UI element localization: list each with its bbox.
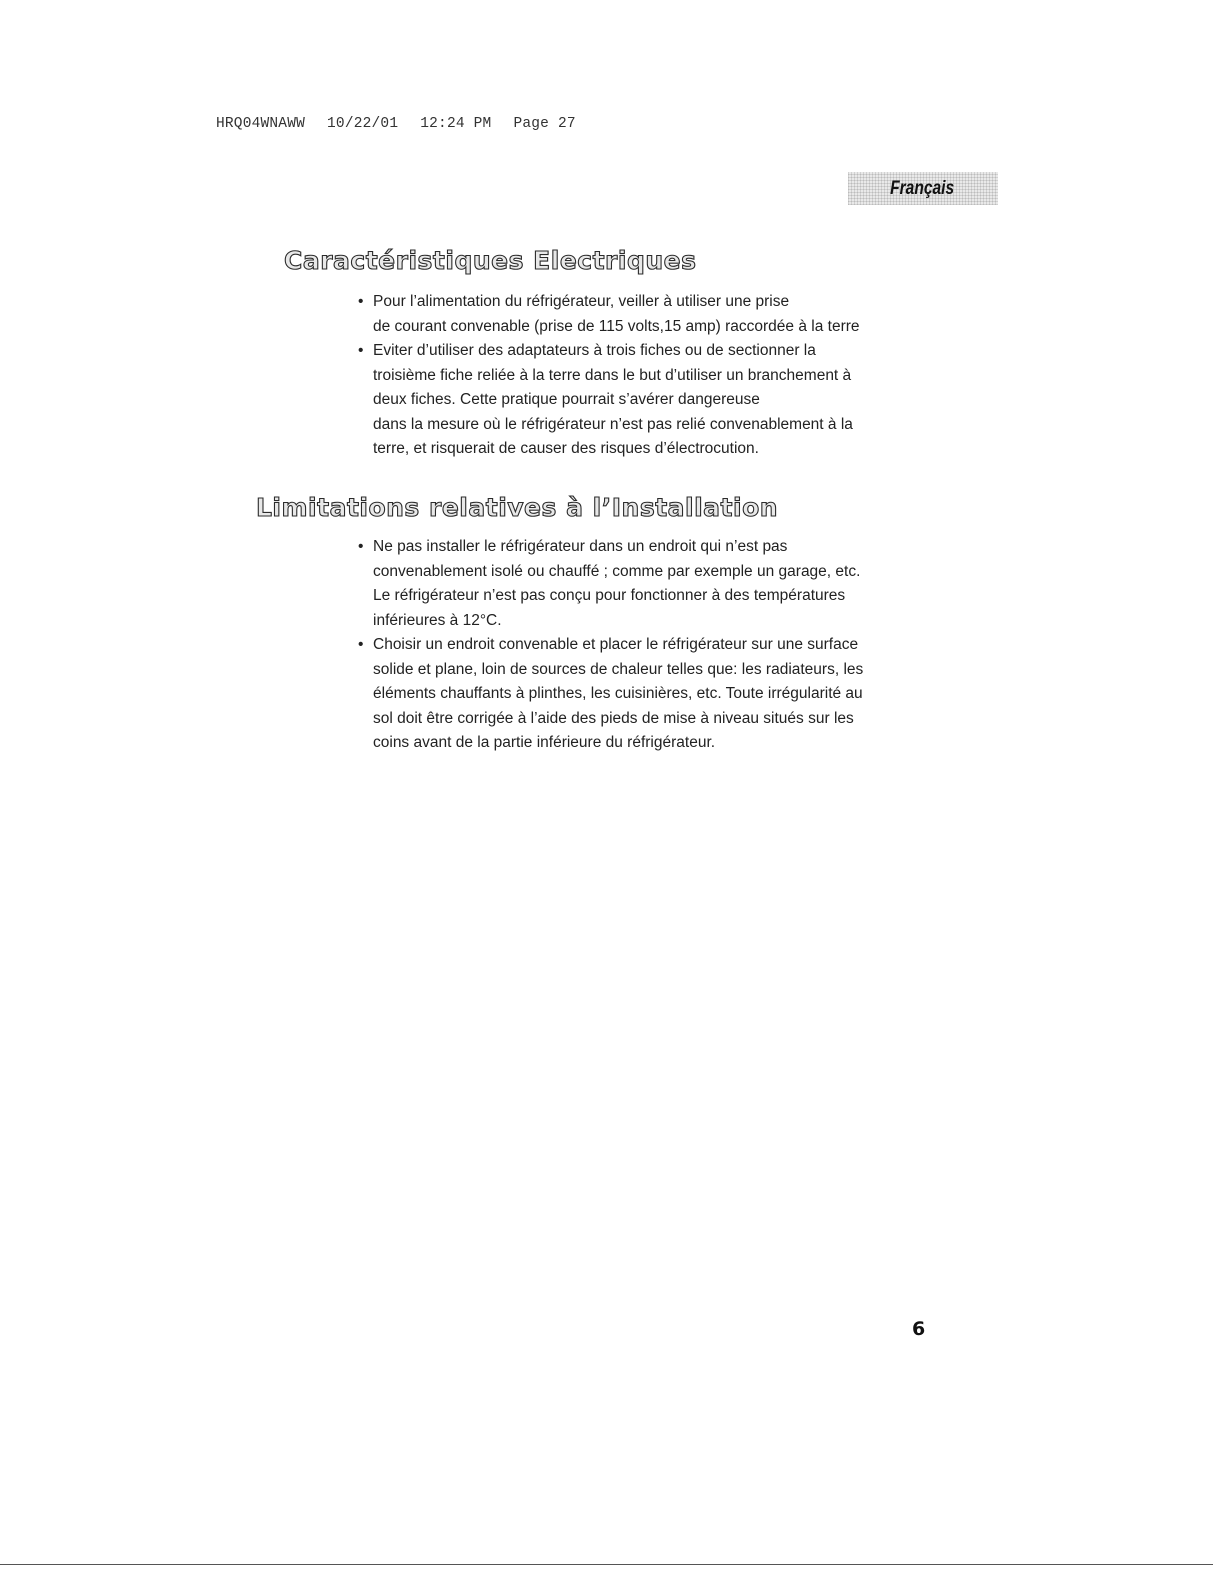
bullet-line: de courant convenable (prise de 115 volts,15 amp) raccordée à la terre	[373, 317, 860, 335]
bullet-line: convenablement isolé ou chauffé ; comme par exemple un garage, etc.	[373, 562, 861, 580]
bullet-line: deux fiches. Cette pratique pourrait s’avérer dangereuse	[373, 391, 760, 408]
bullet-line: coins avant de la partie inférieure du réfrigérateur.	[373, 734, 716, 751]
bullet-line: Pour l’alimentation du réfrigérateur, veiller à utiliser une prise	[373, 293, 790, 310]
installation-bullet-list	[356, 535, 936, 756]
header-model: HRQ04WNAWW	[216, 116, 306, 132]
bullet-line: inférieures à 12°C.	[373, 611, 502, 629]
bullet-line: troisième fiche reliée à la terre dans le but d’utiliser un branchement à	[373, 366, 852, 384]
language-tab	[848, 172, 998, 205]
bullet-line: Ne pas installer le réfrigérateur dans un endroit qui n’est pas	[373, 538, 788, 555]
header-time: 12:24 PM	[420, 116, 492, 132]
bullet-line: dans la mesure où le réfrigérateur n’est pas relié convenablement à la	[373, 415, 853, 433]
bullet-dot-icon: •	[358, 293, 364, 310]
print-header	[216, 116, 598, 132]
bullet-line: Choisir un endroit convenable et placer le réfrigérateur sur une surface	[373, 636, 859, 653]
language-tab-label: Français	[889, 177, 954, 199]
section-title-installation: Limitations relatives à l’Installation	[256, 493, 779, 522]
bullet-item	[356, 535, 936, 633]
bullet-item	[356, 633, 936, 756]
electrical-bullet-list	[356, 290, 936, 462]
bullet-dot-icon: •	[358, 538, 364, 555]
page-number: 6	[912, 1318, 926, 1340]
bullet-line: Eviter d’utiliser des adaptateurs à trois fiches ou de sectionner la	[373, 342, 816, 359]
bottom-divider	[0, 1564, 1213, 1565]
bullet-item	[356, 339, 936, 462]
bullet-item	[356, 290, 936, 339]
bullet-line: Le réfrigérateur n’est pas conçu pour fonctionner à des températures	[373, 587, 846, 604]
bullet-line: sol doit être corrigée à l’aide des pieds de mise à niveau situés sur les	[373, 709, 854, 727]
header-date: 10/22/01	[327, 116, 399, 132]
section-title-electrical: Caractéristiques Electriques	[284, 246, 697, 275]
bullet-dot-icon: •	[358, 342, 364, 359]
bullet-line: terre, et risquerait de causer des risques d’électrocution.	[373, 440, 759, 457]
bullet-dot-icon: •	[358, 636, 364, 653]
header-page-label: Page 27	[513, 116, 576, 132]
bullet-line: solide et plane, loin de sources de chaleur telles que: les radiateurs, les	[373, 660, 864, 678]
bullet-line: éléments chauffants à plinthes, les cuisinières, etc. Toute irrégularité au	[373, 685, 863, 702]
